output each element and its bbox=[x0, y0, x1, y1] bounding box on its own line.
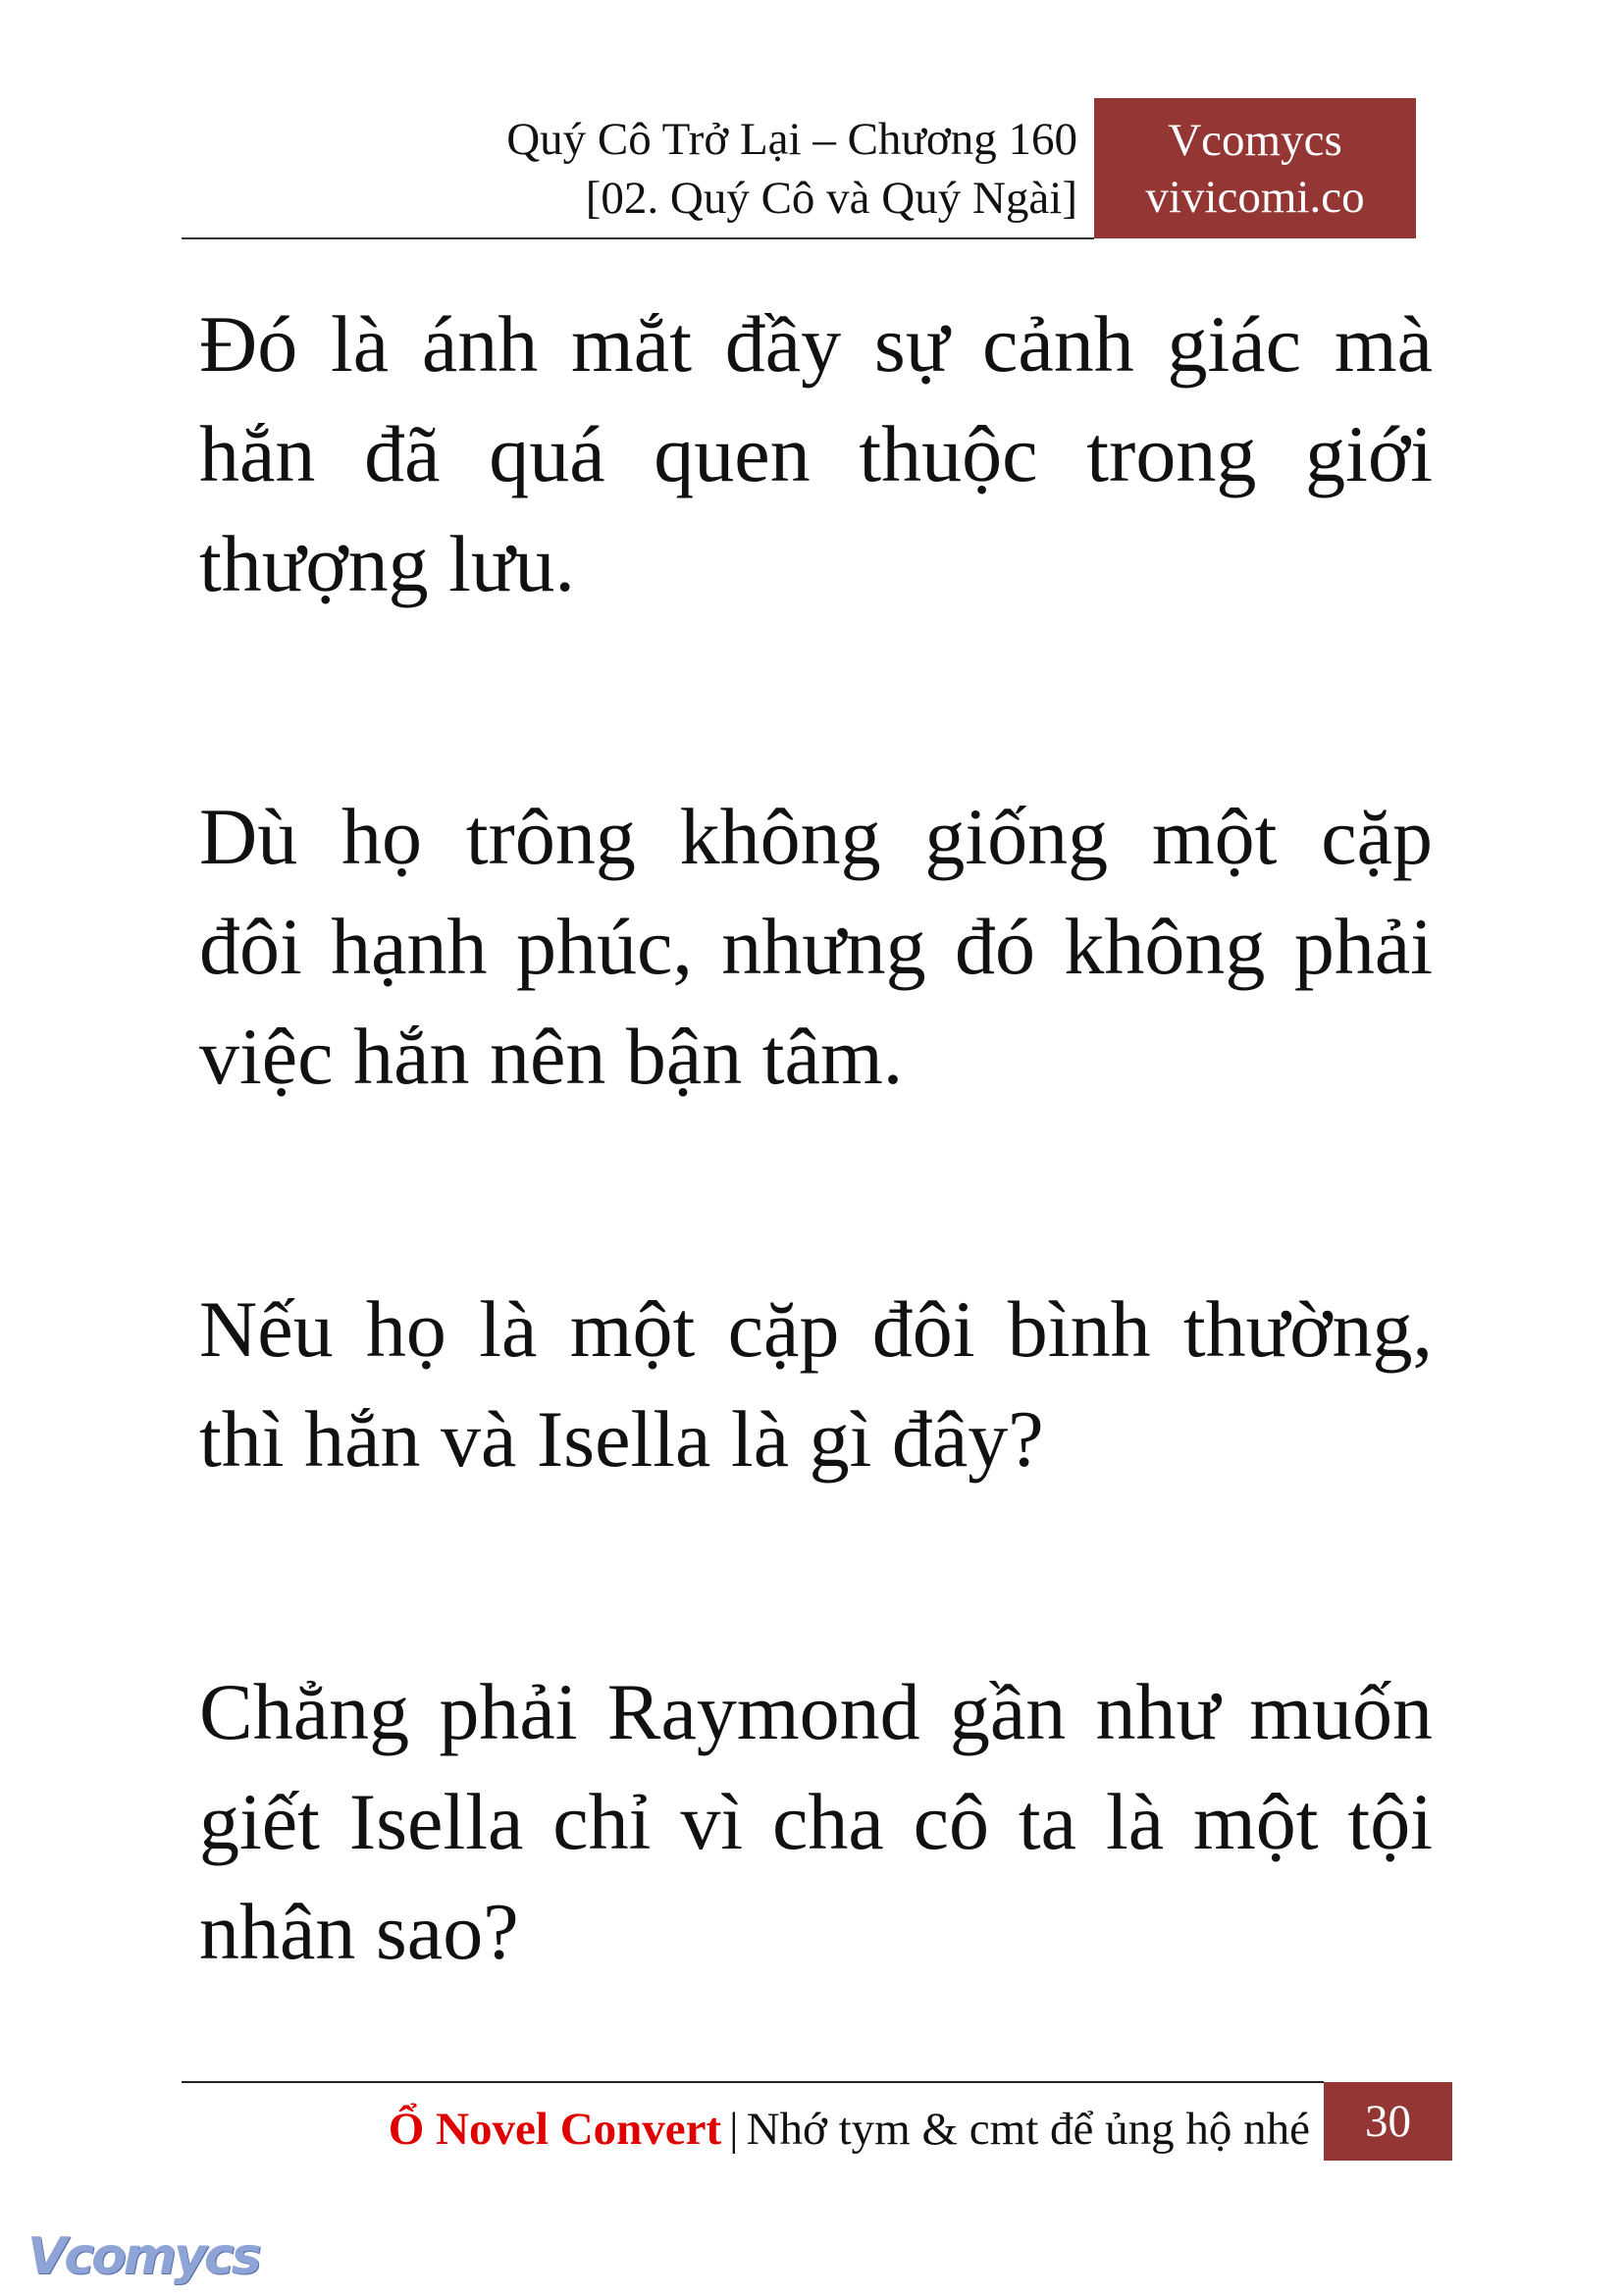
vcomycs-logo: Vcomycs bbox=[27, 2227, 259, 2286]
footer-divider bbox=[182, 2081, 1324, 2083]
paragraph bbox=[199, 289, 1433, 619]
footer-brand: Ổ Novel Convert bbox=[388, 2104, 722, 2155]
chapter-header bbox=[506, 110, 1077, 228]
text-line: thượng lưu. bbox=[199, 519, 575, 608]
text-line: Dù họ trông không giống một cặp bbox=[199, 792, 1433, 881]
text-line: nhân sao? bbox=[199, 1887, 519, 1976]
text-line: giết Isella chỉ vì cha cô ta là một tội bbox=[199, 1777, 1433, 1866]
chapter-subtitle: [02. Quý Cô và Quý Ngài] bbox=[585, 173, 1077, 224]
paragraph bbox=[199, 1275, 1433, 1494]
paragraph bbox=[199, 782, 1433, 1112]
text-line: việc hắn nên bận tâm. bbox=[199, 1012, 904, 1101]
footer-message: Nhớ tym & cmt để ủng hộ nhé bbox=[746, 2104, 1310, 2155]
header-divider bbox=[182, 237, 1094, 239]
footer-separator: | bbox=[729, 2104, 739, 2155]
text-line: đôi hạnh phúc, nhưng đó không phải bbox=[199, 902, 1433, 991]
site-badge bbox=[1094, 98, 1416, 238]
footer bbox=[389, 2100, 1310, 2159]
text-line: hắn đã quá quen thuộc trong giới bbox=[199, 409, 1433, 498]
text-line: thì hắn và Isella là gì đây? bbox=[199, 1394, 1044, 1484]
text-line: Nếu họ là một cặp đôi bình thường, bbox=[199, 1284, 1433, 1374]
chapter-title: Quý Cô Trở Lại – Chương 160 bbox=[506, 114, 1077, 165]
page-number: 30 bbox=[1324, 2082, 1452, 2161]
site-url: vivicomi.co bbox=[1145, 172, 1365, 223]
paragraph bbox=[199, 1657, 1433, 1987]
story-text bbox=[199, 289, 1433, 2150]
text-line: Chẳng phải Raymond gần như muốn bbox=[199, 1667, 1433, 1756]
text-line: Đó là ánh mắt đầy sự cảnh giác mà bbox=[199, 299, 1433, 389]
site-name: Vcomycs bbox=[1168, 115, 1342, 166]
